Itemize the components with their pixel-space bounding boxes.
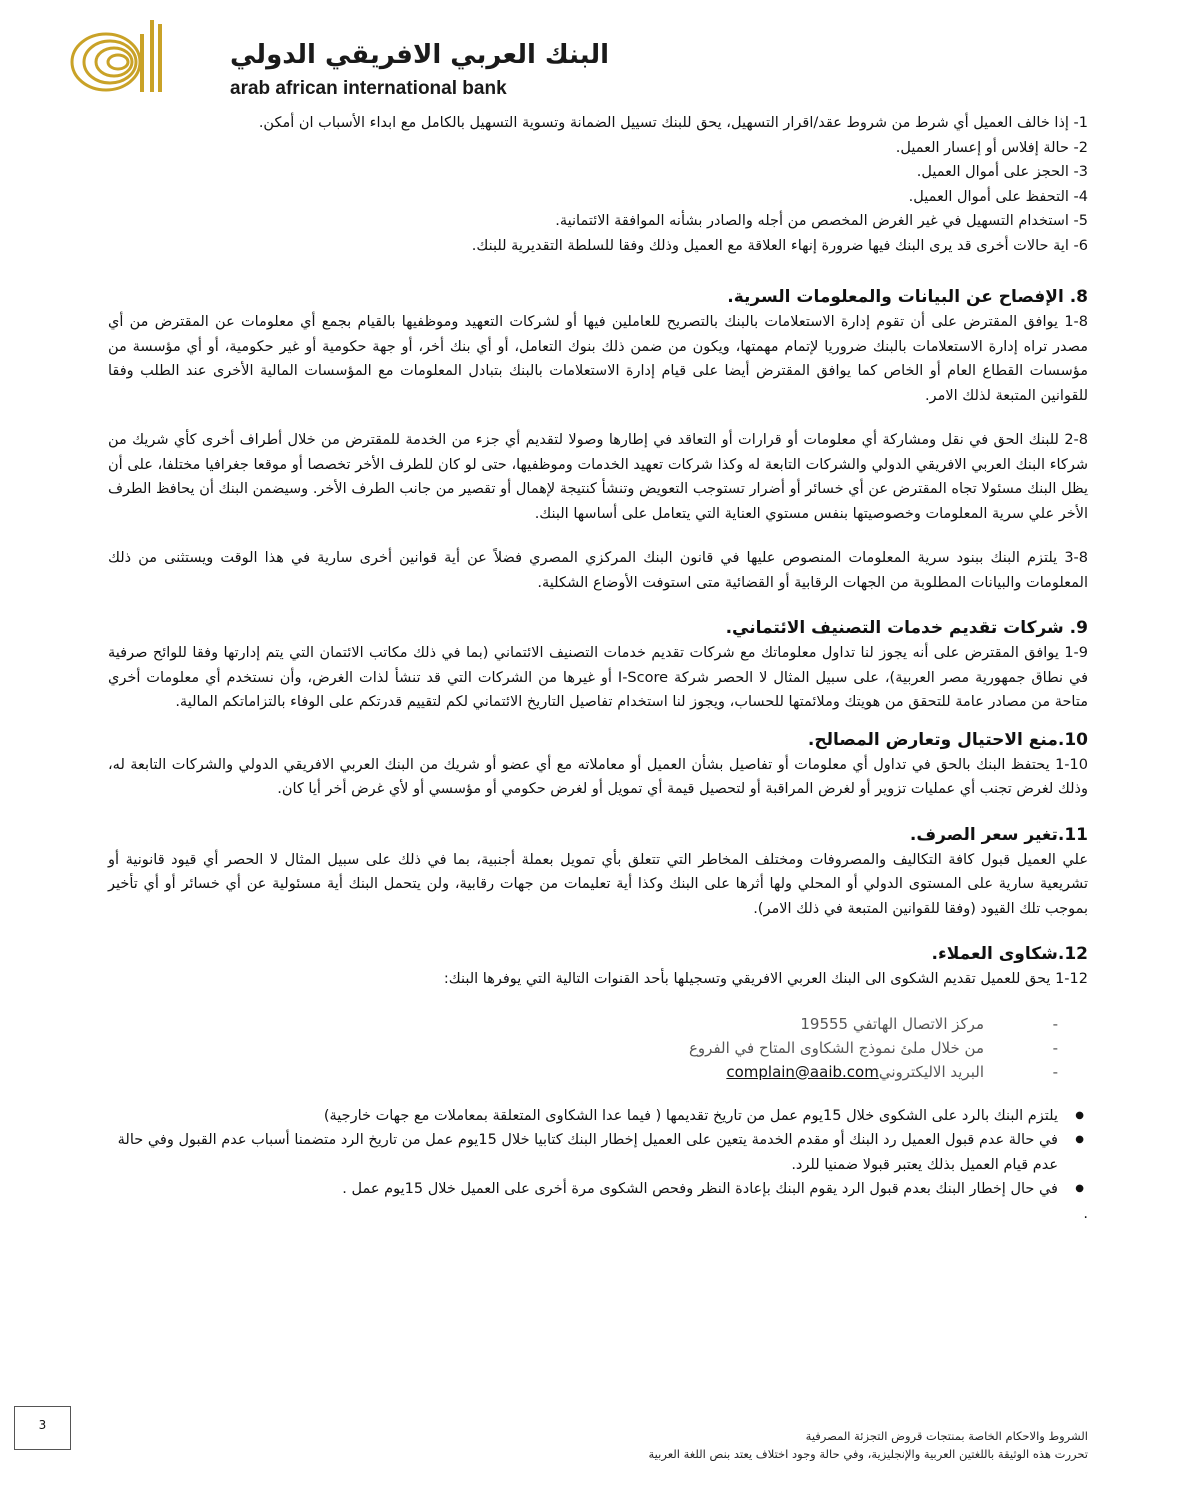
complaint-channels-list <box>108 1012 1088 1084</box>
intro-item: 4- التحفظ على أموال العميل. <box>908 188 1088 205</box>
footer-line-1: الشروط والاحكام الخاصة بمنتجات قروض التجزئة المصرفية <box>805 1429 1088 1443</box>
bank-name-english: arab african international bank <box>230 78 507 99</box>
section-9-paragraph-1: 1-9 يوافق المقترض على أنه يجوز لنا تداول معلوماتك مع شركات تقديم خدمات التصنيف الائتماني (بما في ذلك مكاتب الائتمان التي يتم إدارتها وفقا للوائح صرفية في نطاق جمهورية مصر العربية)، على سبيل المثال لا الحصر شركة I-Score أو غيرها من الشركات التي قد تنشأ لذات الغرض، وأن نستخدم أي معلومات أخري متاحة من مصادر عامة للتحقق من هويتك وملائمتها للحساب، ويجوز لنا استخدام تفاصيل التاريخ الائتماني لكم لتقييم قدرتكم على الوفاء بالتزاماتكم المالية. <box>108 645 1088 710</box>
list-item: - مركز الاتصال الهاتفي 19555 <box>108 1012 984 1036</box>
list-item: - من خلال ملئ نموذج الشكاوى المتاح في الفروع <box>108 1036 984 1060</box>
intro-item: 6- اية حالات أخرى قد يرى البنك فيها ضرورة إنهاء العلاقة مع العميل وذلك وفقا للسلطة التقديرية للبنك. <box>471 237 1088 254</box>
document-body <box>108 111 1088 1226</box>
list-item: ● يلتزم البنك بالرد على الشكوى خلال 15يوم عمل من تاريخ تقديمها ( فيما عدا الشكاوى المتعلقة بمعاملات مع جهات خارجية) <box>108 1104 1058 1129</box>
intro-item: 1- إذا خالف العميل أي شرط من شروط عقد/اقرار التسهيل، يحق للبنك تسييل الضمانة وتسوية التسهيل بالكامل مع ابداء الأسباب ان أمكن. <box>258 115 1088 131</box>
section-12-title: 12.شكاوى العملاء. <box>931 944 1088 964</box>
intro-item: 5- استخدام التسهيل في غير الغرض المخصص من أجله والصادر بشأنه الموافقة الائتمانية. <box>555 213 1088 229</box>
section-10-paragraph-1: 1-10 يحتفظ البنك بالحق في تداول أي معلومات أو تفاصيل بشأن العميل أو معاملاته مع أي عضو أو شريك من البنك العربي الافريقي الدولي والشركات التابعة له، وذلك لغرض تجنب أي عمليات تزوير أو لغرض المراقبة أو لتحصيل قيمة أي تمويل أو لغرض حكومي أو مؤسسي أو لأي غرض أخر أيا كان. <box>108 756 1088 797</box>
section-9-title: 9. شركات تقديم خدمات التصنيف الائتماني. <box>725 618 1088 638</box>
complaint-email-link[interactable]: complain@aaib.com <box>726 1062 879 1081</box>
page-footer <box>400 1427 1088 1463</box>
list-item: ● في حال إخطار البنك بعدم قبول الرد يقوم البنك بإعادة النظر وفحص الشكوى مرة أخرى على العميل خلال 15يوم عمل . <box>108 1177 1058 1202</box>
logo-emblem-icon <box>68 14 218 96</box>
intro-item: 2- حالة إفلاس أو إعسار العميل. <box>895 139 1088 156</box>
page-number: 3 <box>14 1406 71 1450</box>
section-8-paragraph-2: 2-8 للبنك الحق في نقل ومشاركة أي معلومات أو قرارات أو التعاقد في إطارها وصولا لتقديم أي جزء من الخدمة للمقترض من خلال أطراف أخرى كأي شريك من شركاء البنك العربي الافريقي الدولي والشركات التابعة له وكذا شركات تعهيد الخدمات وموظفيها، حتى لو كان للطرف الأخر تخصصا أو موقعا جغرافيا مختلفا، على أن يظل البنك مسئولا تجاه المقترض عن أي خسائر أو أضرار تستوجب التعويض وتنشأ كنتيجة لإهمال أو تقصير من جانب الطرف الأخر. وسيضمن البنك أن يحافظ الطرف الأخر علي سرية المعلومات وخصوصيتها بنفس مستوي العناية التي يتعامل على أساسها البنك. <box>108 432 1088 522</box>
footer-line-2: تحررت هذه الوثيقة باللغتين العربية والإنجليزية، وفي حالة وجود اختلاف يعتد بنص اللغة العربية <box>648 1447 1088 1461</box>
complaint-rules-list <box>108 1104 1088 1202</box>
section-11-title: 11.تغير سعر الصرف. <box>909 824 1088 845</box>
section-8-title: 8. الإفصاح عن البيانات والمعلومات السرية. <box>727 287 1088 307</box>
bank-name-arabic: البنك العربي الافريقي الدولي <box>230 40 610 70</box>
trailing-mark: . <box>1083 1205 1088 1222</box>
section-8-paragraph-3: 3-8 يلتزم البنك ببنود سرية المعلومات المنصوص عليها في قانون البنك المركزي المصري فضلاً عن أية قوانين أخرى سارية في هذا الوقت ويستثنى من ذلك المعلومات والبيانات المطلوبة من الجهات الرقابية أو القضائية متى استوفت الأوضاع الشكلية. <box>108 550 1088 591</box>
list-item: ● في حالة عدم قبول العميل رد البنك أو مقدم الخدمة يتعين على العميل إخطار البنك كتابيا خلال 15يوم عمل من تاريخ الرد متضمنا أسباب عدم القبول وفي حالة عدم قيام العميل بذلك يعتبر قبولا ضمنيا للرد. <box>108 1128 1058 1177</box>
email-label: البريد الاليكتروني <box>878 1062 984 1081</box>
intro-item: 3- الحجز على أموال العميل. <box>916 164 1088 180</box>
section-10-title: 10.منع الاحتيال وتعارض المصالح. <box>807 729 1088 750</box>
section-11-paragraph-1: علي العميل قبول كافة التكاليف والمصروفات ومختلف المخاطر التي تتعلق بأي تمويل بعملة أجنبية، بما في ذلك على سبيل المثال لا الحصر أي قيود قانونية أو تشريعية سارية على المستوى الدولي أو المحلي ولها أثرها على البنك وكذا أية تعليمات من جهات رقابية، ولن يتحمل البنك أية مسئولية عن أي خسائر أو أي تأخير بموجب تلك القيود (وفقا للقوانين المتبعة في ذلك الامر). <box>108 851 1088 917</box>
list-item <box>108 1060 984 1084</box>
bank-logo <box>68 14 610 99</box>
section-12-paragraph-1: 1-12 يحق للعميل تقديم الشكوى الى البنك العربي الافريقي وتسجيلها بأحد القنوات التالية التي يوفرها البنك: <box>443 971 1088 987</box>
section-8-paragraph-1: 1-8 يوافق المقترض على أن تقوم إدارة الاستعلامات بالبنك بالتصريح للعاملين فيها أو لشركات التعهيد وموظفيها بالقيام بجمع أي معلومات عن المقترض من أي مصدر تراه إدارة الاستعلامات بالبنك ضروريا لإتمام مهمتها، ويكون من ضمن ذلك بنوك التعامل، أو أي بنك أخر، أو جهة حكومية أو غير حكومية، أو أي مؤسسة من مؤسسات القطاع العام أو الخاص كما يوافق المقترض أيضا على قيام إدارة الاستعلامات بالبنك بتبادل المعلومات مع المؤسسات المالية الأخرى عند الطلب وفقا للقوانين المتبعة لذلك الامر. <box>108 314 1088 404</box>
